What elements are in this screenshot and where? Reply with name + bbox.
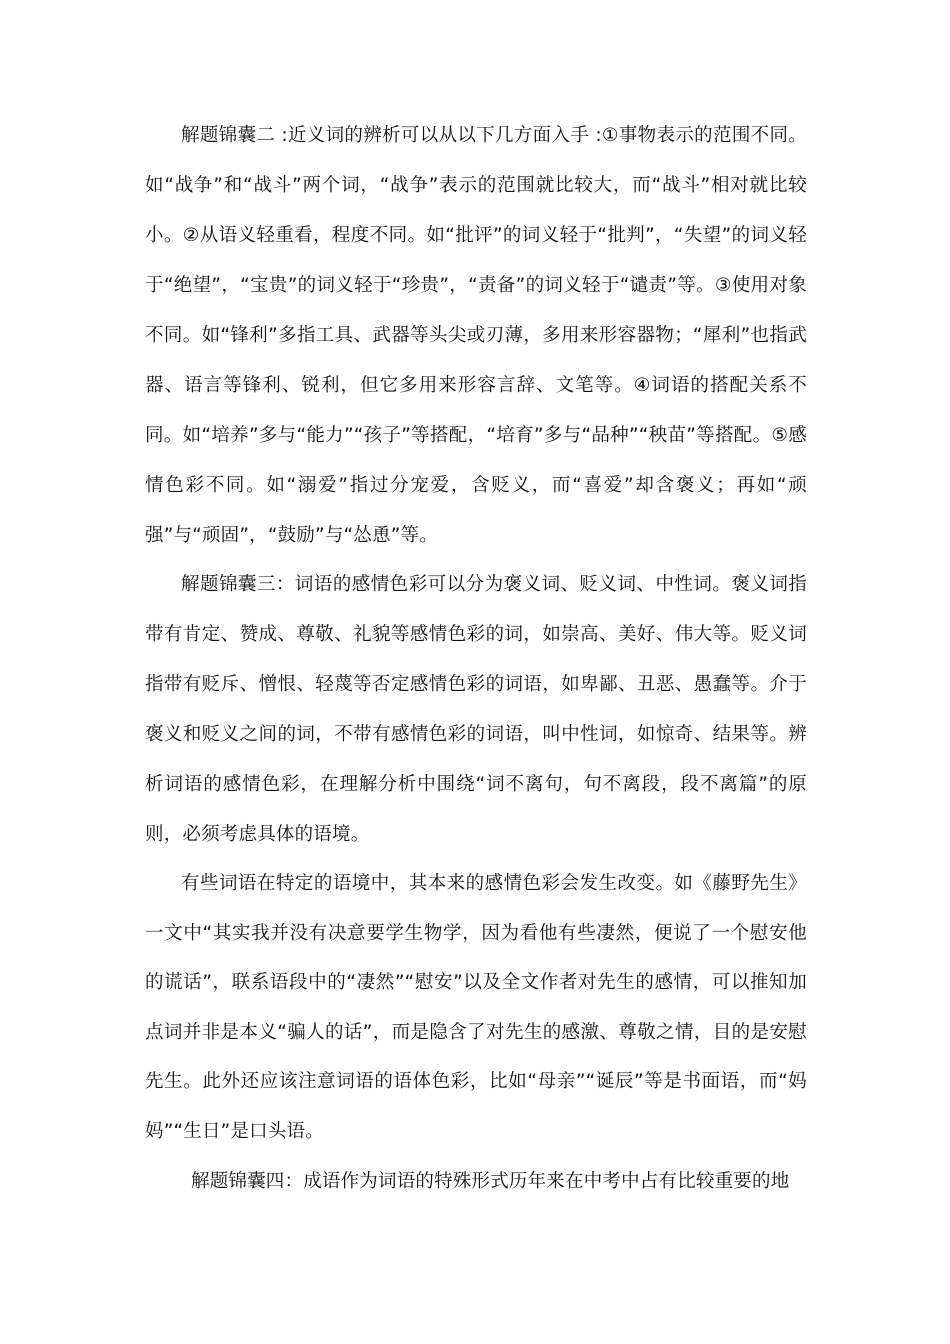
paragraph-synonym-tips: 解题锦囊二 :近义词的辨析可以从以下几方面入手 :①事物表示的范围不同。如“战争”和“战斗”两个词，“战争”表示的范围就比较大，而“战斗”相对就比较小。②从语义轻重看，程度不同。如“批评”的词义轻于“批判”，“失望”的词义轻于“绝望”，“宝贵”的词义轻于“珍贵”，“责备”的词义轻于“谴责”等。③使用对象不同。如“锋利”多指工具、武器等头尖或刃薄，多用来形容器物；“犀利”也指武器、语言等锋利、锐利，但它多用来形容言辞、文笔等。④词语的搭配关系不同。如“培养”多与“能力”“孩子”等搭配，“培育”多与“品种”“秧苗”等搭配。⑤感情色彩不同。如“溺爱”指过分宠爱，含贬义，而“喜爱”却含褒义；再如“顽强”与“顽固”，“鼓励”与“怂恿”等。: [145, 125, 807, 546]
paragraph-context-change: 有些词语在特定的语境中，其本来的感情色彩会发生改变。如《藤野先生》一文中“其实我并没有决意要学生物学，因为看他有些凄然，便说了一个慰安他的谎话”，联系语段中的“凄然”“慰安”以及全文作者对先生的感情，可以推知加点词并非是本义“骗人的话”，而是隐含了对先生的感激、尊敬之情，目的是安慰先生。此外还应该注意词语的语体色彩，比如“母亲”“诞辰”等是书面语，而“妈妈”“生日”是口头语。: [145, 873, 807, 1142]
paragraph-idiom-tips: 解题锦囊四：成语作为词语的特殊形式历年来在中考中占有比较重要的地: [191, 1171, 790, 1192]
paragraph-emotional-color-tips: 解题锦囊三：词语的感情色彩可以分为褒义词、贬义词、中性词。褒义词指带有肯定、赞成、尊敬、礼貌等感情色彩的词，如崇高、美好、伟大等。贬义词指带有贬斥、憎恨、轻蔑等否定感情色彩的词语，如卑鄙、丑恶、愚蠢等。介于褒义和贬义之间的词，不带有感情色彩的词语，叫中性词，如惊奇、结果等。辨析词语的感情色彩，在理解分析中围绕“词不离句，句不离段，段不离篇”的原则，必须考虑具体的语境。: [145, 574, 807, 845]
